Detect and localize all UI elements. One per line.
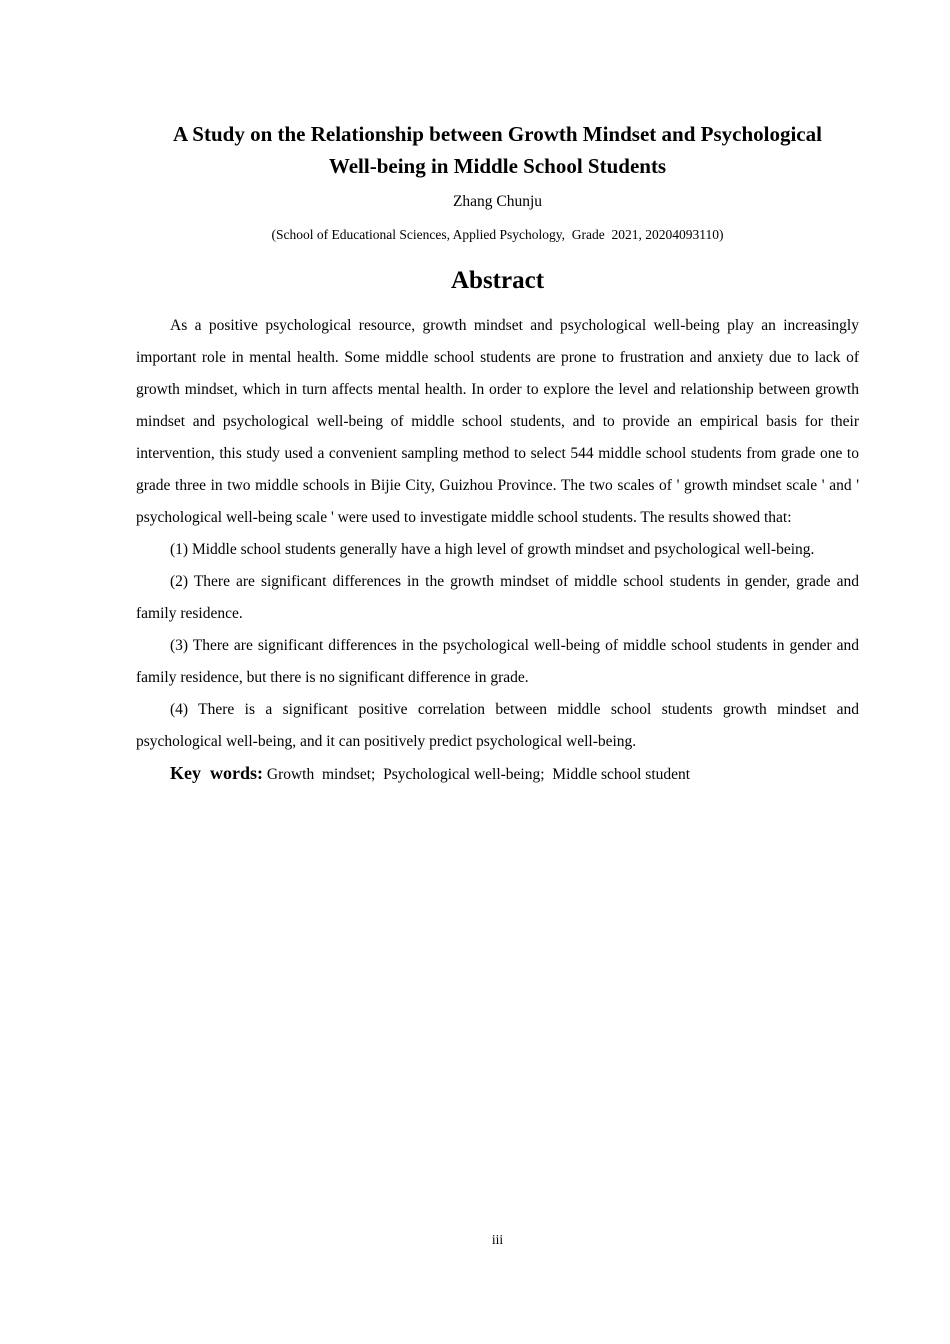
finding-4: (4) There is a significant positive correlation between middle school students growth mindset and psychological well-being, and it can positively predict psychological well-being. (136, 701, 859, 750)
keywords-label: Key words: (170, 763, 263, 783)
keywords-line (136, 758, 859, 790)
author-affiliation: (School of Educational Sciences, Applied Psychology, Grade 2021, 20204093110) (271, 227, 724, 242)
abstract-heading: Abstract (450, 267, 545, 294)
finding-2: (2) There are significant differences in the growth mindset of middle school students in gender, grade and family residence. (136, 573, 859, 622)
page-number: iii (491, 1232, 504, 1247)
paper-title-line-1: A Study on the Relationship between Growth Mindset and Psychological (173, 122, 822, 146)
paper-page (136, 118, 859, 790)
keywords-list: Growth mindset; Psychological well-being; Middle school student (263, 766, 691, 783)
paper-title (136, 118, 859, 182)
finding-3: (3) There are significant differences in the psychological well-being of middle school students in gender and family residence, but there is no significant difference in grade. (136, 637, 859, 686)
finding-1: (1) Middle school students generally have a high level of growth mindset and psychological well-being. (170, 541, 815, 558)
abstract-intro-paragraph: As a positive psychological resource, growth mindset and psychological well-being play an increasingly important role in mental health. Some middle school students are prone to frustration and anxiety due to lack of growth mindset, which in turn affects mental health. In order to explore the level and relationship between growth mindset and psychological well-being of middle school students, and to provide an empirical basis for their intervention, this study used a convenient sampling method to select 544 middle school students from grade one to grade three in two middle schools in Bijie City, Guizhou Province. The two scales of ' growth mindset scale ' and ' psychological well-being scale ' were used to investigate middle school students. The results showed that: (136, 317, 859, 526)
abstract-body (136, 310, 859, 790)
author-name: Zhang Chunju (452, 193, 543, 210)
paper-title-line-2: Well-being in Middle School Students (328, 154, 667, 178)
